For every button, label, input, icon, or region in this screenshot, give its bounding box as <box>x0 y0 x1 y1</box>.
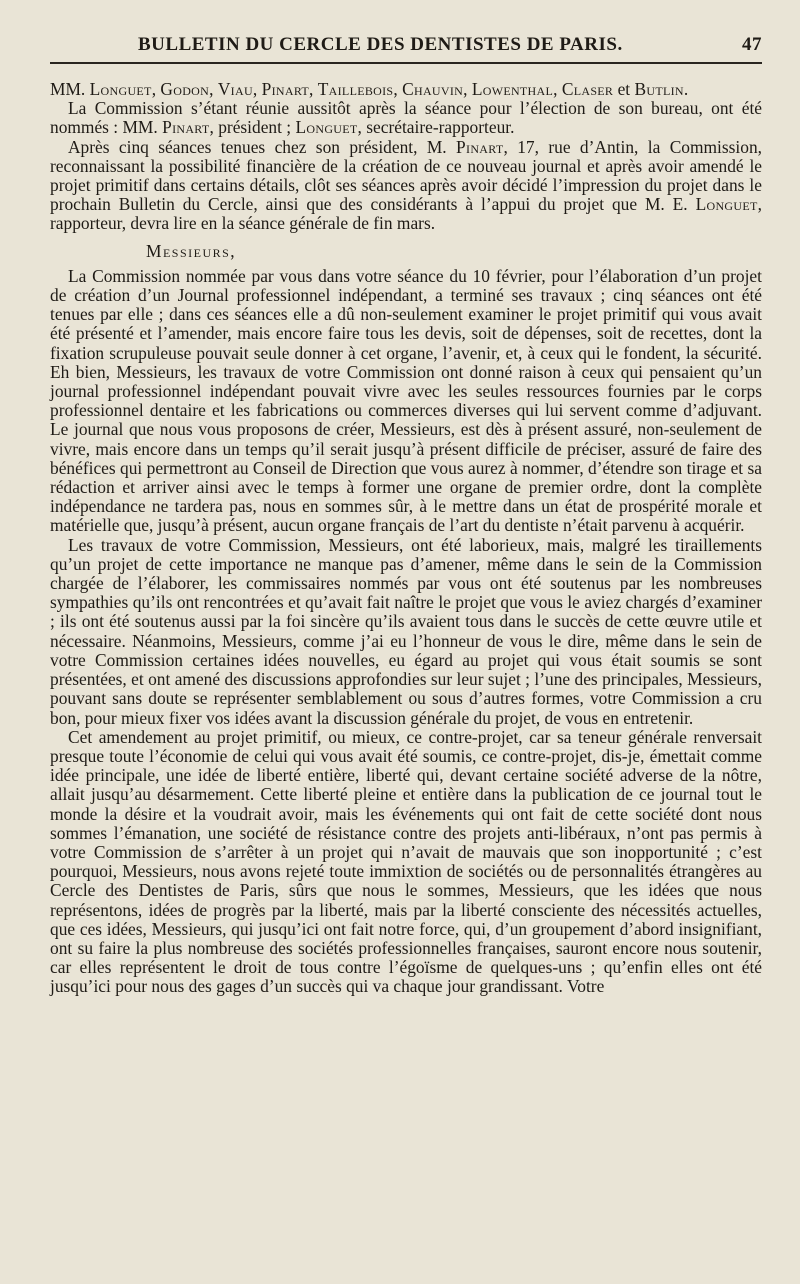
page-number: 47 <box>742 34 762 55</box>
text-run: , 17, rue d’Antin, la Commission, reconnaissant la possibilité financière de la création de ce nouveau journal et après avoir amendé le projet primitif dans certains détails, clôt ses séances après avoir décidé l’impression du projet dans le prochain Bulletin du Cercle, ainsi que des considérants à l’appui du projet que M. E. <box>50 136 762 215</box>
running-head <box>50 34 762 62</box>
name-smallcaps: Claser <box>561 79 614 99</box>
text-run: La Commission s’étant réunie aussitôt après la séance pour l’élection de son bureau, ont été nommés : MM. <box>50 98 762 138</box>
bulletin-title: BULLETIN DU CERCLE DES DENTISTES DE PARIS. <box>138 34 623 55</box>
name-smallcaps: Longuet <box>89 79 152 99</box>
text-run: La Commission nommée par vous dans votre séance du 10 février, pour l’élaboration d’un projet de création d’un Journal professionnel indépendant, a terminé ses travaux ; cinq séances ont été tenues par elle ; dans ces séances elle a dû non-seulement examiner le projet primitif qui vous avait été présenté et l’amender, mais encore faire tous les devis, soit de dépenses, soit de recettes, dont la fixation scrupuleuse pouvait seule donner à cet organe, l’avenir, et, à ceux qui le fondent, la sécurité. Eh bien, Messieurs, les travaux de votre Commission ont donné raison à ceux qui pensaient qu’un journal professionnel indépendant pouvait vivre avec les seules ressources fournies par le corps professionnel dentaire et les fabrications ou commerces diverses qui lui servent comme d’adjuvant. Le journal que nous vous proposons de créer, Messieurs, est dès à présent assuré, non-seulement de vivre, mais encore dans un temps qu’il serait jusqu’à présent difficile de préciser, assuré de faire des bénéfices qui permettront au Conseil de Direction que vous aurez à nommer, d’étendre son tirage et sa rédaction et arriver ainsi avec le temps à former une organe de premier ordre, dont la complète indépendance ne tardera pas, nous en sommes sûr, à le mettre dans un état de prospérité morale et matérielle que, jusqu’à présent, aucun organe français de l’art du dentiste n’était parvenu à acquérir. <box>50 265 762 536</box>
text-run: , rapporteur, devra lire en la séance générale de fin mars. <box>50 194 762 234</box>
text-run: , <box>309 79 318 99</box>
text-run: Cet amendement au projet primitif, ou mieux, ce contre-projet, car sa teneur générale renversait presque toute l’économie de celui qui vous avait été soumis, ce contre-projet, dis-je, émettait comme idée principale, une idée de liberté entière, liberté qui, devant certaine société adverse de la nôtre, allait jusqu’au désarmement. Cette liberté pleine et entière dans la publication de ce journal tout le monde la désire et la voudrait avoir, mais les événements qui ont fait de cette société dont nous sommes l’émanation, une société de résistance contre des projets anti-libéraux, n’ont pas permis à votre Commission de s’arrêter à un projet qui n’avait de mauvais que son inopportunité ; c’est pourquoi, Messieurs, nous avons rejeté toute immixtion de sociétés ou de personnalités étrangères au Cercle des Dentistes de Paris, sûrs que nous le sommes, Messieurs, que les idées que nous représentons, idées de progrès par la liberté, mais par la liberté consciente des nécessités actuelles, que ces idées, Messieurs, qui jusqu’ici ont fait notre force, qui, d’un groupement d’abord insignifiant, ont su faire la plus nombreuse des sociétés professionnelles françaises, sauront encore nous soutenir, car elles représentent le droit de tous contre l’égoïsme de quelques-uns ; qu’enfin elles ont été jusqu’ici pour nous des gages d’un succès qui va chaque jour grandissant. Votre <box>50 726 762 997</box>
text-run: , <box>209 79 218 99</box>
text-run: , <box>393 79 403 99</box>
paragraph <box>50 138 762 234</box>
text-run: , <box>553 79 562 99</box>
text-run: , secrétaire-rapporteur. <box>357 117 515 138</box>
text-run: . <box>683 79 689 99</box>
name-smallcaps: Lowenthal <box>471 79 554 99</box>
paragraph <box>50 536 762 728</box>
header-rule <box>50 62 762 64</box>
name-smallcaps: Chauvin <box>402 79 464 99</box>
text-run: et <box>613 79 635 99</box>
name-smallcaps: Pinart <box>162 117 210 138</box>
name-smallcaps: Taillebois <box>317 79 394 99</box>
name-smallcaps: Pinart <box>261 79 310 99</box>
paragraph <box>50 99 762 137</box>
text-run: Les travaux de votre Commission, Messieurs, ont été laborieux, mais, malgré les tiraillements qu’un projet de cette importance ne manque pas d’amener, même dans le sein de la Commission chargée de l’élaborer, les commissaires nommés par vous ont été soutenus par les nombreuses sympathies qu’ils ont rencontrées et qu’avait fait naître le projet que vous le aviez chargés d’examiner ; ils ont été soutenus aussi par la foi sincère qu’ils avaient tous dans le succès de cette œuvre utile et nécessaire. Néanmoins, Messieurs, comme j’ai eu l’honneur de vous le dire, même dans le sein de votre Commission certaines idées nouvelles, eu égard au projet qui vous était soumis se sont présentées, et ont amené des discussions approfondies sur leur sujet ; l’une des principales, Messieurs, pouvant sans doute se représenter semblablement ou sous d’autres formes, votre Commission a cru bon, pour mieux fixer vos idées avant la discussion générale du projet, de vous en entretenir. <box>50 534 762 728</box>
name-smallcaps: Butlin <box>634 79 684 99</box>
name-smallcaps: Pinart <box>456 136 504 157</box>
text-run: Messieurs, <box>146 240 237 261</box>
paragraph <box>50 80 762 99</box>
text-run: MM. <box>50 79 90 99</box>
salutation <box>146 242 762 261</box>
paragraph <box>50 728 762 997</box>
article-body <box>50 80 762 997</box>
text-run: , <box>151 79 161 99</box>
name-smallcaps: Longuet <box>695 194 758 215</box>
text-run: , président ; <box>209 117 296 138</box>
name-smallcaps: Longuet <box>295 117 358 138</box>
name-smallcaps: Viau <box>217 79 253 99</box>
name-smallcaps: Godon <box>160 79 210 99</box>
text-run: Après cinq séances tenues chez son président, M. <box>68 136 457 157</box>
paragraph <box>50 267 762 536</box>
text-run: , <box>252 79 262 99</box>
text-run: , <box>463 79 472 99</box>
